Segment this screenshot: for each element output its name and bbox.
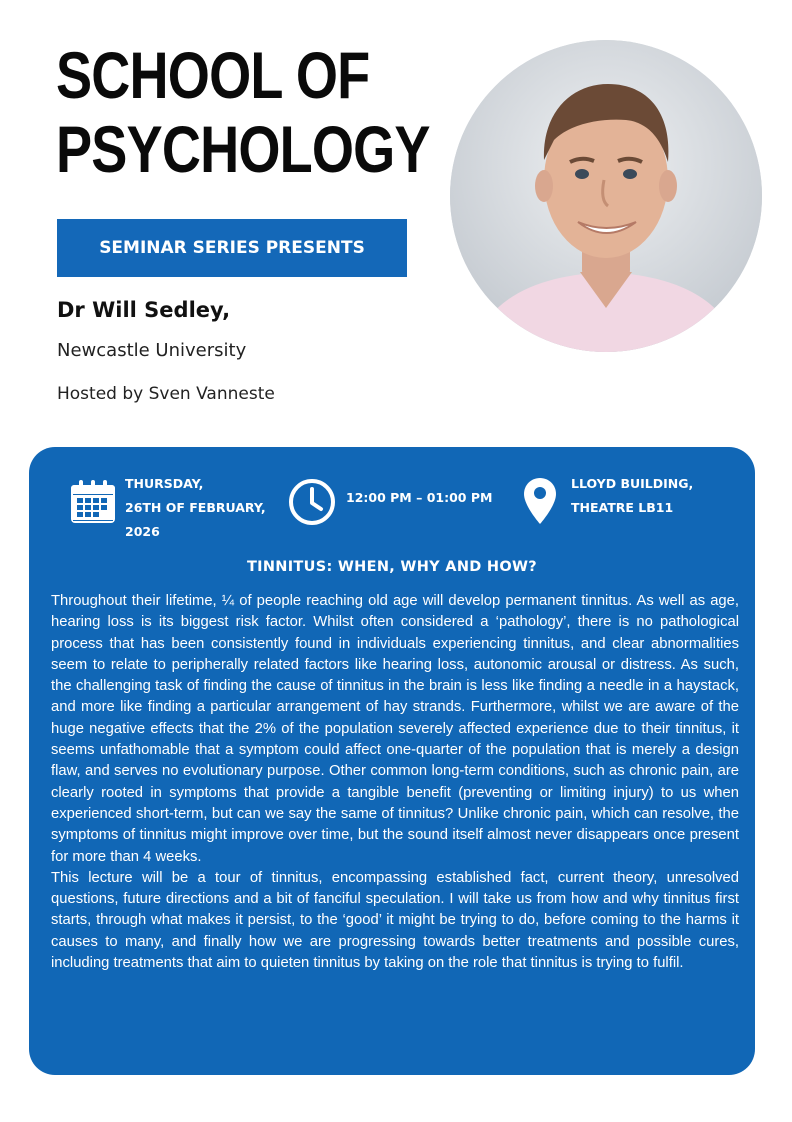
event-panel <box>29 447 755 1075</box>
date-line-3: 2026 <box>125 524 160 539</box>
date-line-1: THURSDAY, <box>125 476 204 491</box>
calendar-icon <box>69 478 117 526</box>
abstract-paragraph-1: Throughout their lifetime, ¼ of people reaching old age will develop permanent tinnitus. As well as age, hearing loss is its biggest risk factor. Whilst often considered a ‘pathology’, there is no pathological process that has been consistently found in individuals experiencing tinnitus, and clear abnormalities seem to relate to peripherally related factors like hearing loss, autonomic arousal or distress. As such, the challenging task of finding the cause of tinnitus in the brain is less like finding a needle in a haystack, and more like finding a particular arrangement of hay strands. Furthermore, whilst we are aware of the huge negative effects that the 2% of the population severely affected experience due to their tinnitus, it seems unfathomable that a symptom could affect one-quarter of the population that is merely a design flaw, and serves no evolutionary purpose. Other common long-term conditions, such as chronic pain, are clearly rooted in symptoms that provide a tangible benefit (preventing or limiting injury) to us when experienced short-term, but can we say the same of tinnitus? Unlike chronic pain, which can resolve, the symptoms of tinnitus might improve over time, but the sound itself almost never disappears once present for more than 4 weeks. <box>51 593 739 865</box>
speaker-name: Dr Will Sedley, <box>57 298 231 322</box>
talk-abstract <box>51 591 739 974</box>
speaker-affiliation: Newcastle University <box>57 340 247 361</box>
clock-icon <box>288 478 336 526</box>
location-pin-icon <box>522 476 558 526</box>
date-line-2: 26TH OF FEBRUARY, <box>125 500 266 515</box>
host-name: Hosted by Sven Vanneste <box>57 384 275 404</box>
seminar-badge <box>57 219 407 277</box>
location-line-1: LLOYD BUILDING, <box>571 476 694 491</box>
event-time: 12:00 PM – 01:00 PM <box>346 490 493 505</box>
seminar-badge-label: SEMINAR SERIES PRESENTS <box>99 238 365 258</box>
page-title <box>56 38 430 186</box>
title-line-1: SCHOOL OF <box>56 38 370 112</box>
speaker-portrait <box>450 40 762 352</box>
location-line-2: THEATRE LB11 <box>571 500 674 515</box>
event-location <box>571 472 693 520</box>
abstract-paragraph-2: This lecture will be a tour of tinnitus, encompassing established fact, current theory, unresolved questions, future directions and a bit of fanciful speculation. I will take us from how and why tinnitus first starts, through what makes it persist, to the ‘good’ it might be trying to do, before coming to the harms it causes to many, and finally how we are progressing towards better treatments and possible cures, including treatments that aim to quieten tinnitus by taking on the role that tinnitus is trying to fulfil. <box>51 869 739 972</box>
portrait-illustration <box>450 40 762 352</box>
event-date <box>125 472 266 544</box>
title-line-2: PSYCHOLOGY <box>56 112 430 186</box>
talk-title: TINNITUS: WHEN, WHY AND HOW? <box>246 559 538 575</box>
